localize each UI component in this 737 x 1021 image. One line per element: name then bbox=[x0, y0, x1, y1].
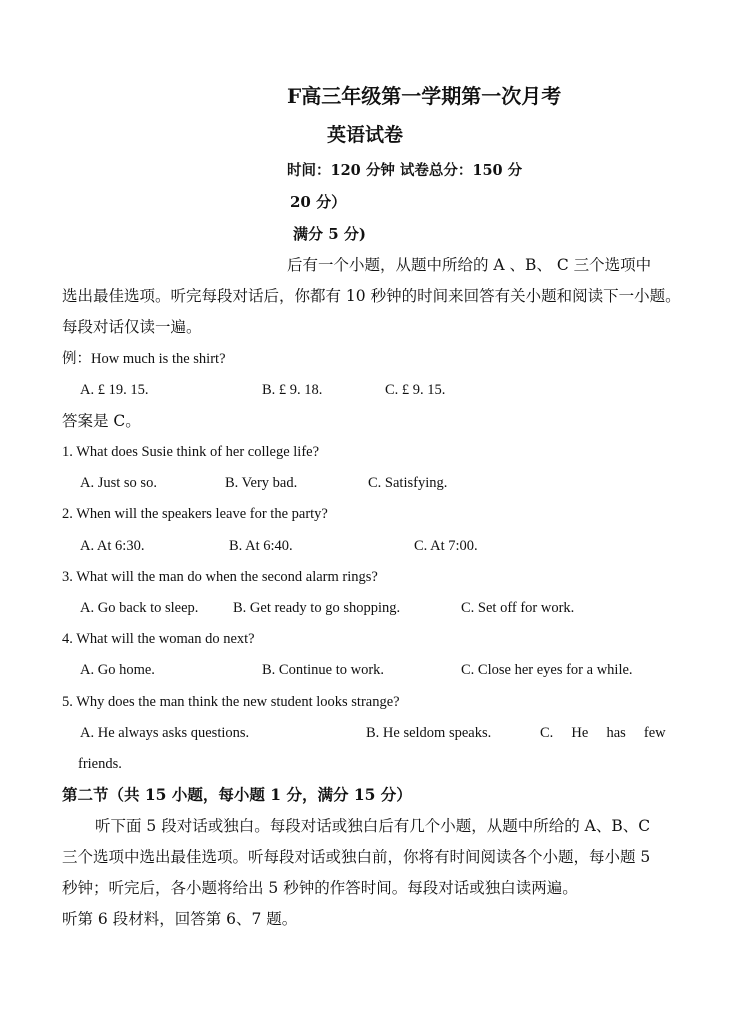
question-2-option-b: B. At 6:40. bbox=[229, 538, 293, 554]
section2-instruction-line2: 三个选项中选出最佳选项。听每段对话或独白前，你将有时间阅读各个小题，每小题 5 bbox=[62, 848, 651, 866]
example-option-c: C. £ 9. 15. bbox=[385, 382, 446, 398]
exam-title: F高三年级第一学期第一次月考 bbox=[287, 84, 562, 108]
question-1-option-b: B. Very bad. bbox=[225, 475, 298, 491]
section-score: 满分 5 分) bbox=[293, 225, 366, 243]
section2-instruction-line3: 秒钟；听完后，各小题将给出 5 秒钟的作答时间。每段对话或独白读两遍。 bbox=[62, 879, 578, 897]
question-3-option-b: B. Get ready to go shopping. bbox=[233, 600, 401, 616]
question-1: 1. What does Susie think of her college life? bbox=[62, 444, 320, 460]
question-1-option-c: C. Satisfying. bbox=[368, 475, 448, 491]
question-2-option-c: C. At 7:00. bbox=[414, 538, 478, 554]
material-note: 听第 6 段材料，回答第 6、7 题。 bbox=[62, 910, 298, 928]
question-3-option-a: A. Go back to sleep. bbox=[80, 600, 199, 616]
question-3-option-c: C. Set off for work. bbox=[461, 600, 575, 616]
question-4-option-a: A. Go home. bbox=[80, 662, 155, 678]
section2-heading: 第二节（共 15 小题，每小题 1 分，满分 15 分） bbox=[62, 785, 412, 804]
question-5-option-c: C. He has few bbox=[540, 725, 666, 741]
question-5-option-a: A. He always asks questions. bbox=[80, 725, 250, 741]
section1-instruction-line2: 选出最佳选项。听完每段对话后，你都有 10 秒钟的时间来回答有关小题和阅读下一小题。 bbox=[62, 287, 681, 305]
question-4: 4. What will the woman do next? bbox=[62, 631, 255, 647]
question-5: 5. Why does the man think the new student looks strange? bbox=[62, 694, 400, 710]
question-5-option-c-continuation: friends. bbox=[78, 756, 122, 772]
example-question: 例：How much is the shirt? bbox=[62, 351, 226, 367]
question-2: 2. When will the speakers leave for the party? bbox=[62, 506, 328, 522]
example-answer: 答案是 C。 bbox=[62, 412, 141, 430]
question-1-option-a: A. Just so so. bbox=[80, 475, 157, 491]
question-3: 3. What will the man do when the second alarm rings? bbox=[62, 569, 378, 585]
time-info: 时间：120 分钟 试卷总分：150 分 bbox=[287, 162, 523, 179]
example-option-a: A. £ 19. 15. bbox=[80, 382, 149, 398]
question-5-option-b: B. He seldom speaks. bbox=[366, 725, 492, 741]
exam-subtitle: 英语试卷 bbox=[327, 124, 404, 146]
part-score: 20 分） bbox=[290, 193, 347, 211]
section1-instruction-line3: 每段对话仅读一遍。 bbox=[62, 318, 202, 336]
section2-instruction-line1: 听下面 5 段对话或独白。每段对话或独白后有几个小题，从题中所给的 A、B、C bbox=[95, 817, 651, 835]
example-option-b: B. £ 9. 18. bbox=[262, 382, 323, 398]
question-4-option-c: C. Close her eyes for a while. bbox=[461, 662, 633, 678]
question-4-option-b: B. Continue to work. bbox=[262, 662, 385, 678]
question-2-option-a: A. At 6:30. bbox=[80, 538, 145, 554]
section1-instruction-line1: 后有一个小题，从题中所给的 A 、B、 C 三个选项中 bbox=[287, 256, 652, 274]
